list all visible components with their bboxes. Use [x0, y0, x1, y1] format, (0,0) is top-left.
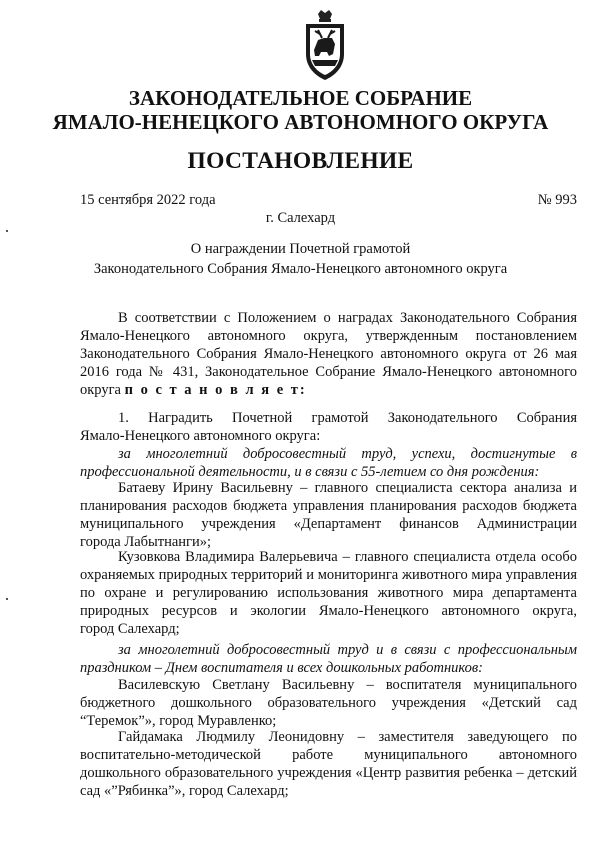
scan-artifact: [6, 598, 8, 600]
organization-name-line2: ЯМАЛО-НЕНЕЦКОГО АВТОНОМНОГО ОКРУГА: [52, 110, 549, 134]
text-line: по охране и регулированию использования животного мира департамента: [80, 585, 577, 601]
document-type: ПОСТАНОВЛЕНИЕ: [187, 148, 414, 174]
text-line: [80, 381, 577, 399]
text-line: муниципального учреждения «Департамент финансов Администрации: [80, 516, 577, 532]
text-line: Кузовкова Владимира Валерьевича – главного специалиста отдела особо: [118, 549, 577, 565]
text-line: сад «”Рябинка”», город Салехард;: [80, 783, 289, 799]
preamble-last-prefix: округа: [80, 382, 121, 398]
awardee-paragraph: [80, 728, 577, 800]
text-line: город Салехард;: [80, 621, 180, 637]
text-line: Гайдамака Людмилу Леонидовну – заместителя заведующего по: [118, 729, 577, 745]
item-1-paragraph: [80, 409, 577, 445]
text-line: праздником – Днем воспитателя и всех дошкольных работников:: [80, 660, 484, 676]
group-1-reason: [80, 445, 577, 481]
awardee-paragraph: [80, 676, 577, 730]
text-line: за многолетний добросовестный труд, успехи, достигнутые в: [118, 446, 577, 462]
awardee-paragraph: [80, 548, 577, 638]
text-line: Василевскую Светлану Васильевну – воспитателя муниципального: [118, 677, 577, 693]
document-number: № 993: [537, 192, 577, 208]
text-line: Ямало-Ненецкого автономного округа:: [80, 428, 321, 444]
text-line: природных ресурсов и экологии Ямало-Ненецкого автономного округа,: [80, 603, 577, 619]
text-line: планирования расходов бюджета управления планирования расходов бюджета: [80, 498, 577, 514]
text-line: за многолетний добросовестный труд и в связи с профессиональным: [118, 642, 577, 658]
awardee-paragraph: [80, 479, 577, 551]
text-line: 2016 года № 431, Законодательное Собрание Ямало-Ненецкого автономного: [80, 364, 577, 380]
yamal-coat-of-arms-icon: [302, 10, 348, 82]
preamble-paragraph: [80, 309, 577, 399]
text-line: профессиональной деятельности, и в связи с 55-летием со дня рождения:: [80, 464, 540, 480]
text-line: 1. Наградить Почетной грамотой Законодательного Собрания: [118, 410, 577, 426]
document-date: 15 сентября 2022 года: [80, 192, 216, 208]
resolves-word: п о с т а н о в л я е т:: [124, 382, 307, 398]
text-line: “Теремок”», город Муравленко;: [80, 713, 277, 729]
document-city: г. Салехард: [265, 210, 336, 226]
text-line: В соответствии с Положением о наградах Законодательного Собрания: [118, 310, 577, 326]
document-title-line2: Законодательного Собрания Ямало-Ненецкого автономного округа: [93, 261, 508, 277]
text-line: города Лабытнанги»;: [80, 534, 212, 550]
text-line: Ямало-Ненецкого автономного округа, утвержденным постановлением: [80, 328, 577, 344]
text-line: Батаеву Ирину Васильевну – главного специалиста сектора анализа и: [118, 480, 577, 496]
text-line: Законодательного Собрания Ямало-Ненецкого автономного округа от 26 мая: [80, 346, 577, 362]
text-line: охраняемых природных территорий и мониторинга животного мира управления: [80, 567, 577, 583]
text-line: воспитательно-методической работе муниципального автономного: [80, 747, 577, 763]
document-title-line1: О награждении Почетной грамотой: [190, 241, 411, 257]
scan-artifact: [6, 230, 8, 232]
text-line: бюджетного дошкольного образовательного учреждения «Детский сад: [80, 695, 577, 711]
text-line: дошкольного образовательного учреждения «Центр развития ребенка – детский: [80, 765, 577, 781]
group-2-reason: [80, 641, 577, 677]
organization-name-line1: ЗАКОНОДАТЕЛЬНОЕ СОБРАНИЕ: [128, 86, 473, 110]
